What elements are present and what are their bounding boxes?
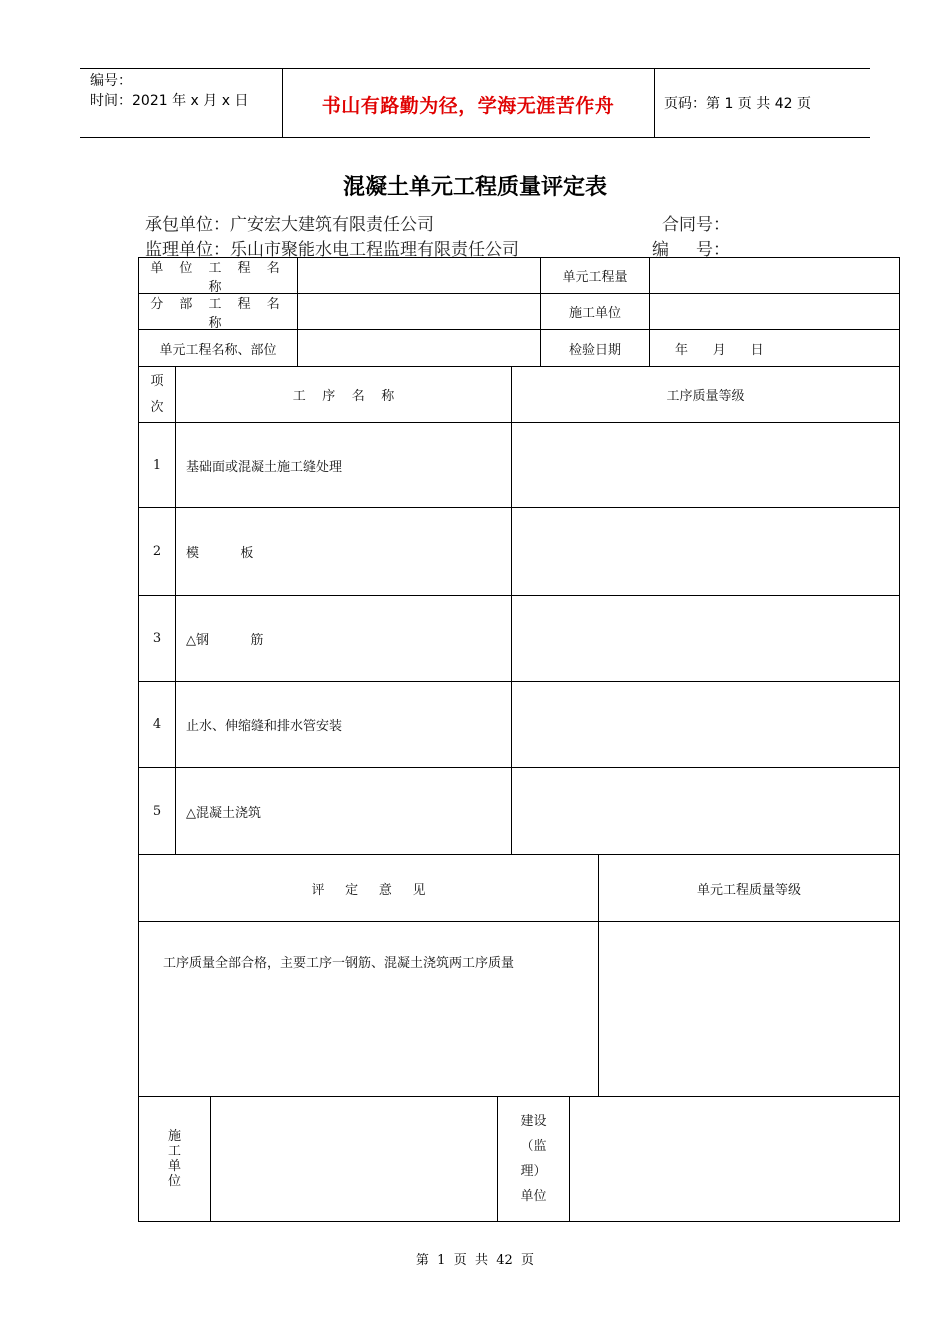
row-number: 4	[138, 681, 176, 768]
construction-unit-value[interactable]	[649, 293, 900, 330]
opinion-body[interactable]	[138, 921, 599, 1097]
row-process-name: 止水、伸缩缝和排水管安装	[175, 681, 512, 768]
row-process-name: 模 板	[175, 507, 512, 596]
col-grade-header: 工序质量等级	[511, 366, 900, 423]
serial-label: 编号：	[90, 73, 132, 89]
unit-grade-header: 单元工程质量等级	[598, 854, 900, 922]
unit-grade-value[interactable]	[598, 921, 900, 1097]
contractor-line: 承包单位：广安宏大建筑有限责任公司	[145, 215, 434, 235]
unit-project-name-value[interactable]	[297, 257, 541, 294]
col-process-header: 工 序 名 称	[175, 366, 512, 423]
header-page-info: 页码：第 1 页 共 42 页	[664, 96, 811, 112]
row-number: 2	[138, 507, 176, 596]
unit-project-name-label: 单 位 工 程 名 称	[138, 257, 298, 294]
number-line: 编 号：	[652, 240, 731, 260]
inspection-date-value[interactable]: 年 月 日	[649, 329, 900, 367]
page-header	[80, 68, 870, 138]
time-label: 时间：2021 年 x 月 x 日	[90, 93, 249, 109]
header-meta	[90, 71, 248, 111]
contractor-sign-area[interactable]	[210, 1096, 498, 1222]
supervisor-sign-line: 单位	[520, 1189, 547, 1204]
row-grade-value[interactable]	[511, 422, 900, 508]
supervisor-sign-line: 理）	[520, 1164, 547, 1179]
contract-no-line: 合同号：	[662, 215, 730, 235]
unit-quantity-label: 单元工程量	[540, 257, 650, 294]
supervisor-sign-line: （监	[520, 1139, 547, 1154]
row-process-name: △混凝土浇筑	[175, 767, 512, 855]
opinion-text: 工序质量全部合格，主要工序一钢筋、混凝土浇筑两工序质量	[163, 956, 515, 971]
row-grade-value[interactable]	[511, 595, 900, 682]
row-number: 5	[138, 767, 176, 855]
element-name-part-value[interactable]	[297, 329, 541, 367]
supervisor-sign-area[interactable]	[569, 1096, 900, 1222]
supervisor-sign-line: 建设	[520, 1114, 547, 1129]
opinion-header: 评 定 意 见	[138, 854, 599, 922]
header-divider	[654, 69, 655, 137]
page-footer: 第 1 页 共 42 页	[415, 1253, 535, 1268]
row-grade-value[interactable]	[511, 767, 900, 855]
construction-unit-label: 施工单位	[540, 293, 650, 330]
supervisor-line: 监理单位：乐山市聚能水电工程监理有限责任公司	[145, 240, 519, 260]
header-motto: 书山有路勤为径，学海无涯苦作舟	[321, 95, 615, 117]
col-item-header: 项次	[138, 366, 176, 423]
supervisor-sign-label	[497, 1096, 570, 1222]
evaluation-table	[138, 257, 900, 1222]
inspection-date-label: 检验日期	[540, 329, 650, 367]
row-grade-value[interactable]	[511, 507, 900, 596]
division-project-name-value[interactable]	[297, 293, 541, 330]
contractor-sign-label: 施工单位	[138, 1096, 211, 1222]
row-number: 3	[138, 595, 176, 682]
row-process-name: 基础面或混凝土施工缝处理	[175, 422, 512, 508]
row-grade-value[interactable]	[511, 681, 900, 768]
page-title: 混凝土单元工程质量评定表	[342, 174, 607, 200]
row-process-name: △钢 筋	[175, 595, 512, 682]
element-name-part-label: 单元工程名称、部位	[138, 329, 298, 367]
row-number: 1	[138, 422, 176, 508]
division-project-name-label: 分 部 工 程 名 称	[138, 293, 298, 330]
unit-quantity-value[interactable]	[649, 257, 900, 294]
